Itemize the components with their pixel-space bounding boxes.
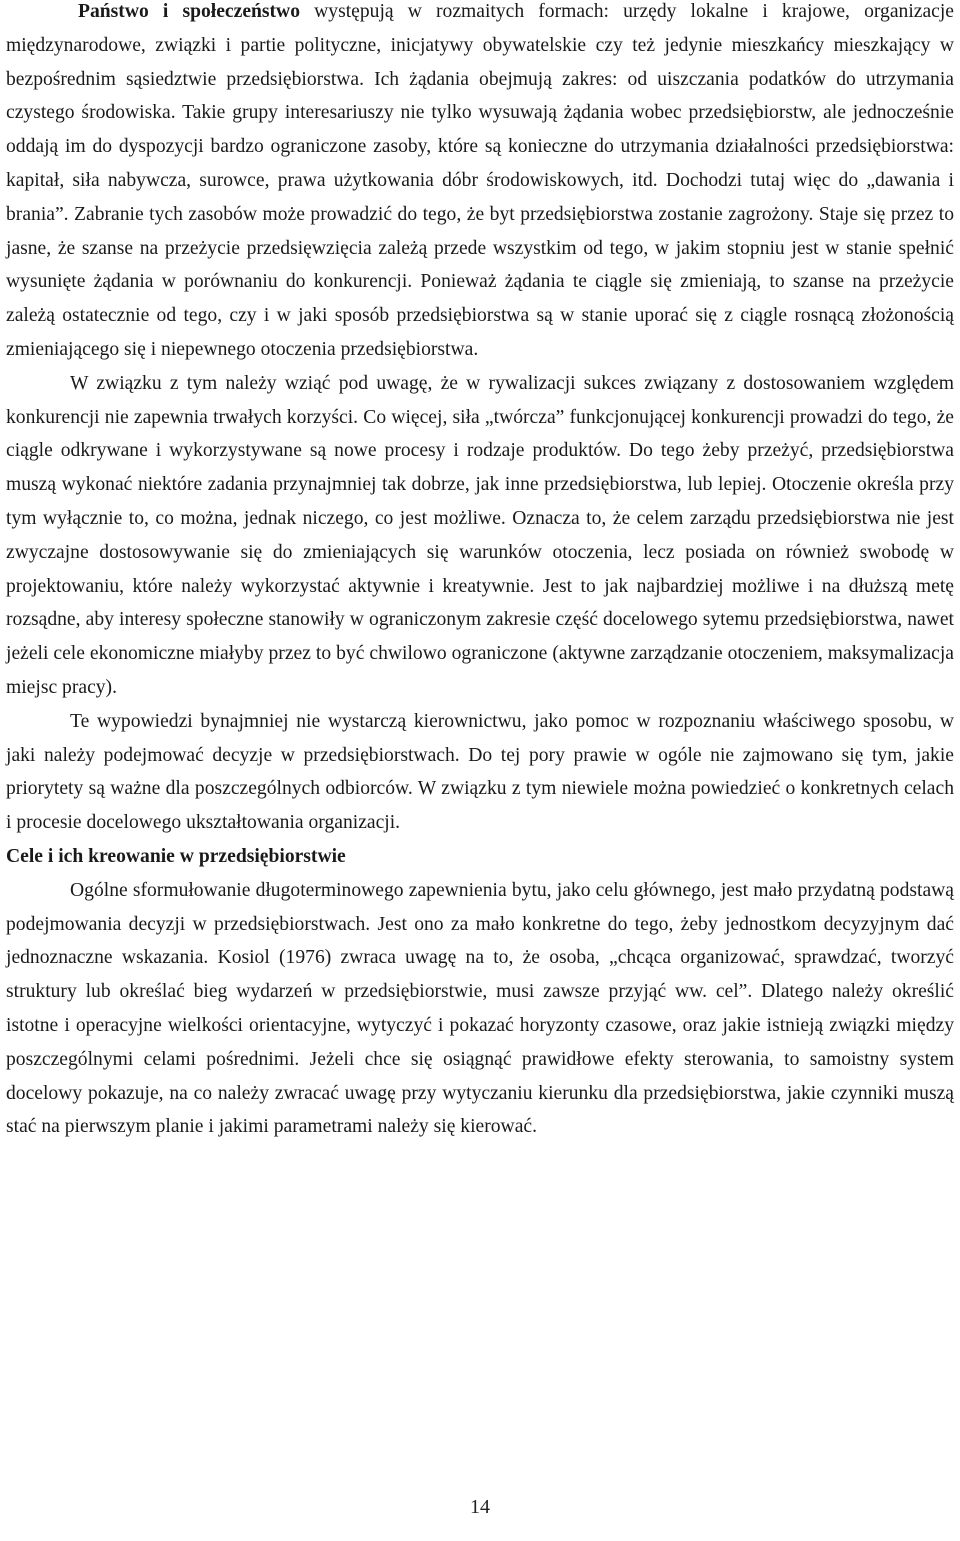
- paragraph-competition: W związku z tym należy wziąć pod uwagę, że w rywalizacji sukces związany z dostosowaniem względem konkurencji nie zapewnia trwałych korzyści. Co więcej, siła „twórcza” funkcjonującej konkurencji prowadzi do tego, że ciągle odkrywane i wykorzystywane są nowe procesy i rodzaje produktów. Do tego żeby przeżyć, przedsiębiorstwa muszą wykonać niektóre zadania przynajmniej tak dobrze, jak inne przedsiębiorstwa, lub lepiej. Otoczenie określa przy tym wyłącznie to, co można, jednak niczego, co jest możliwe. Oznacza to, że celem zarządu przedsiębiorstwa nie jest zwyczajne dostosowywanie się do zmieniających się warunków otoczenia, lecz posiada on również swobodę w projektowaniu, które należy wykorzystać aktywnie i kreatywnie. Jest to jak najbardziej możliwe i na dłuższą metę rozsądne, aby interesy społeczne stanowiły w ograniczonym zakresie część docelowego sytemu przedsiębiorstwa, nawet jeżeli cele ekonomiczne miałyby przez to być chwilowo ograniczone (aktywne zarządzanie otoczeniem, maksymalizacja miejsc pracy).: [6, 372, 954, 698]
- paragraph-goal-setting: Ogólne sformułowanie długoterminowego zapewnienia bytu, jako celu głównego, jest mało przydatną podstawą podejmowania decyzji w przedsiębiorstwach. Jest ono za mało konkretne do tego, żeby jednostkom decyzyjnym dać jednoznaczne wskazania. Kosiol (1976) zwraca uwagę na to, że osoba, „chcąca organizować, sprawdzać, tworzyć struktury lub określać bieg wydarzeń w przedsiębiorstwie, musi zawsze przyjąć ww. cel”. Dlatego należy określić istotne i operacyjne wielkości orientacyjne, wytyczyć i pokazać horyzonty czasowe, oraz jakie istnieją związki między poszczególnymi celami pośrednimi. Jeżeli chce się osiągnąć prawidłowe efekty sterowania, to samoistny system docelowy pokazuje, na co należy zwracać uwagę przy wytyczaniu kierunku dla przedsiębiorstwa, jakie czynniki muszą stać na pierwszym planie i jakimi parametrami należy się kierować.: [6, 879, 954, 1138]
- paragraph-management-statements: Te wypowiedzi bynajmniej nie wystarczą kierownictwu, jako pomoc w rozpoznaniu właściwego sposobu, w jaki należy podejmować decyzje w przedsiębiorstwach. Do tej pory prawie w ogóle nie zajmowano się tym, jakie priorytety są ważne dla poszczególnych odbiorców. W związku z tym niewiele można powiedzieć o konkretnych celach i procesie docelowego ukształtowania organizacji.: [6, 710, 954, 834]
- section-heading: Cele i ich kreowanie w przedsiębiorstwie: [6, 845, 346, 867]
- paragraph-state-and-society: [6, 0, 954, 367]
- paragraph-lead-bold: Państwo i społeczeństwo: [78, 1, 301, 22]
- page-number: 14: [470, 1496, 490, 1518]
- document-page: [6, 0, 954, 1144]
- paragraph-body: występują w rozmaitych formach: urzędy lokalne i krajowe, organizacje międzynarodowe, związki i partie polityczne, inicjatywy obywatelskie czy też jedynie mieszkańcy mieszkający w bezpośrednim sąsiedztwie przedsiębiorstwa. Ich żądania obejmują zakres: od uiszczania podatków do utrzymania czystego środowiska. Takie grupy interesariuszy nie tylko wysuwają żądania wobec przedsiębiorstw, ale jednocześnie oddają im do dyspozycji bardzo ograniczone zasoby, które są konieczne do utrzymania działalności przedsiębiorstwa: kapitał, siła nabywcza, surowce, prawa użytkowania dóbr środowiskowych, itd. Dochodzi tutaj więc do „dawania i brania”. Zabranie tych zasobów może prowadzić do tego, że byt przedsiębiorstwa zostanie zagrożony. Staje się przez to jasne, że szanse na przeżycie przedsięwzięcia zależą przede wszystkim od tego, w jakim stopniu jest w stanie spełnić wysunięte żądania w porównaniu do konkurencji. Ponieważ żądania te ciągle się zmieniają, to szanse na przeżycie zależą ostatecznie od tego, czy i w jaki sposób przedsiębiorstwa są w stanie uporać się z ciągle rosnącą złożonością zmieniającego się i niepewnego otoczenia przedsiębiorstwa.: [6, 1, 954, 360]
